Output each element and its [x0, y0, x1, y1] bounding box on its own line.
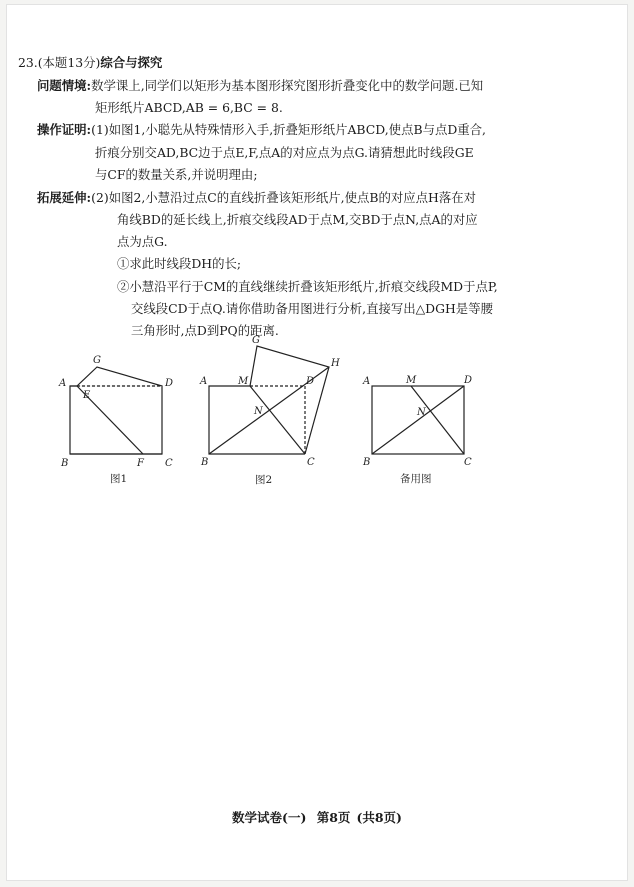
situation-label: 问题情境: [37, 78, 92, 93]
extend-text-3: 点为点G. [117, 234, 168, 249]
fig3-label-n: N [417, 407, 426, 418]
fig3-label-m: M [406, 375, 417, 386]
fig3-label-c: C [464, 457, 472, 468]
fig1-folded-part [77, 367, 162, 386]
extend-text-1: (2)如图2,小慧沿过点C的直线折叠该矩形纸片,使点B的对应点H落在对 [91, 190, 476, 205]
footer-total: (共8页) [356, 810, 402, 825]
situation-text-2: 矩形纸片ABCD,AB = 6,BC = 8. [95, 100, 283, 115]
situation-line-1 [37, 78, 483, 94]
fig2-label-d: D [306, 376, 315, 387]
proof-label: 操作证明: [37, 122, 92, 137]
page-footer [0, 808, 634, 826]
fig3-diagonal-bd [372, 386, 464, 454]
fig2-caption: 图2 [255, 474, 273, 486]
fig1-label-a: A [59, 378, 67, 389]
sub-question-2-line-1: ②小慧沿平行于CM的直线继续折叠该矩形纸片,折痕交线段MD于点P, [117, 279, 498, 294]
footer-page: 第8页 [316, 810, 351, 825]
fig3-label-a: A [363, 376, 371, 387]
fig1-label-b: B [61, 458, 69, 469]
problem-header [18, 55, 162, 71]
footer-subject: 数学试卷(一) [232, 810, 307, 825]
sub-question-2-line-3: 三角形时,点D到PQ的距离. [131, 323, 279, 338]
fig2-label-a: A [200, 376, 208, 387]
fig1-label-d: D [165, 378, 174, 389]
extend-label: 拓展延伸: [37, 190, 92, 205]
problem-number-score: 23.(本题13分) [18, 55, 101, 70]
extend-line-1 [37, 190, 476, 206]
figure-2 [195, 330, 345, 490]
proof-text-3: 与CF的数量关系,并说明理由; [95, 167, 258, 182]
fig3-label-d: D [464, 375, 473, 386]
situation-text-1: 数学课上,同学们以矩形为基本图形探究图形折叠变化中的数学问题.已知 [91, 78, 484, 93]
fig2-label-c: C [307, 457, 315, 468]
extend-text-2: 角线BD的延长线上,折痕交线段AD于点M,交BD于点N,点A的对应 [117, 212, 478, 227]
proof-text-1: (1)如图1,小聪先从特殊情形入手,折叠矩形纸片ABCD,使点B与点D重合, [91, 122, 487, 137]
fig2-label-m: M [238, 376, 249, 387]
fig2-label-h: H [331, 358, 340, 369]
figure-backup [360, 360, 490, 490]
figure-1 [55, 350, 185, 490]
fig3-caption: 备用图 [400, 473, 432, 485]
sub-question-1: ①求此时线段DH的长; [117, 256, 242, 271]
fig1-label-f: F [137, 458, 144, 469]
fig2-label-n: N [254, 406, 263, 417]
fig2-label-b: B [201, 457, 209, 468]
problem-title: 综合与探究 [100, 55, 163, 70]
fig1-caption: 图1 [110, 473, 128, 485]
fig1-label-c: C [165, 458, 173, 469]
sub-question-2-line-2: 交线段CD于点Q.请你借助备用图进行分析,直接写出△DGH是等腰 [131, 301, 493, 316]
proof-text-2: 折痕分别交AD,BC边于点E,F,点A的对应点为点G.请猜想此时线段GE [95, 145, 474, 160]
fig3-label-b: B [363, 457, 371, 468]
fig1-label-g: G [93, 355, 101, 366]
fig2-crease-mc [250, 386, 305, 454]
proof-line-1 [37, 122, 486, 138]
fig1-label-e: E [83, 390, 91, 401]
fig2-label-g: G [252, 335, 260, 346]
